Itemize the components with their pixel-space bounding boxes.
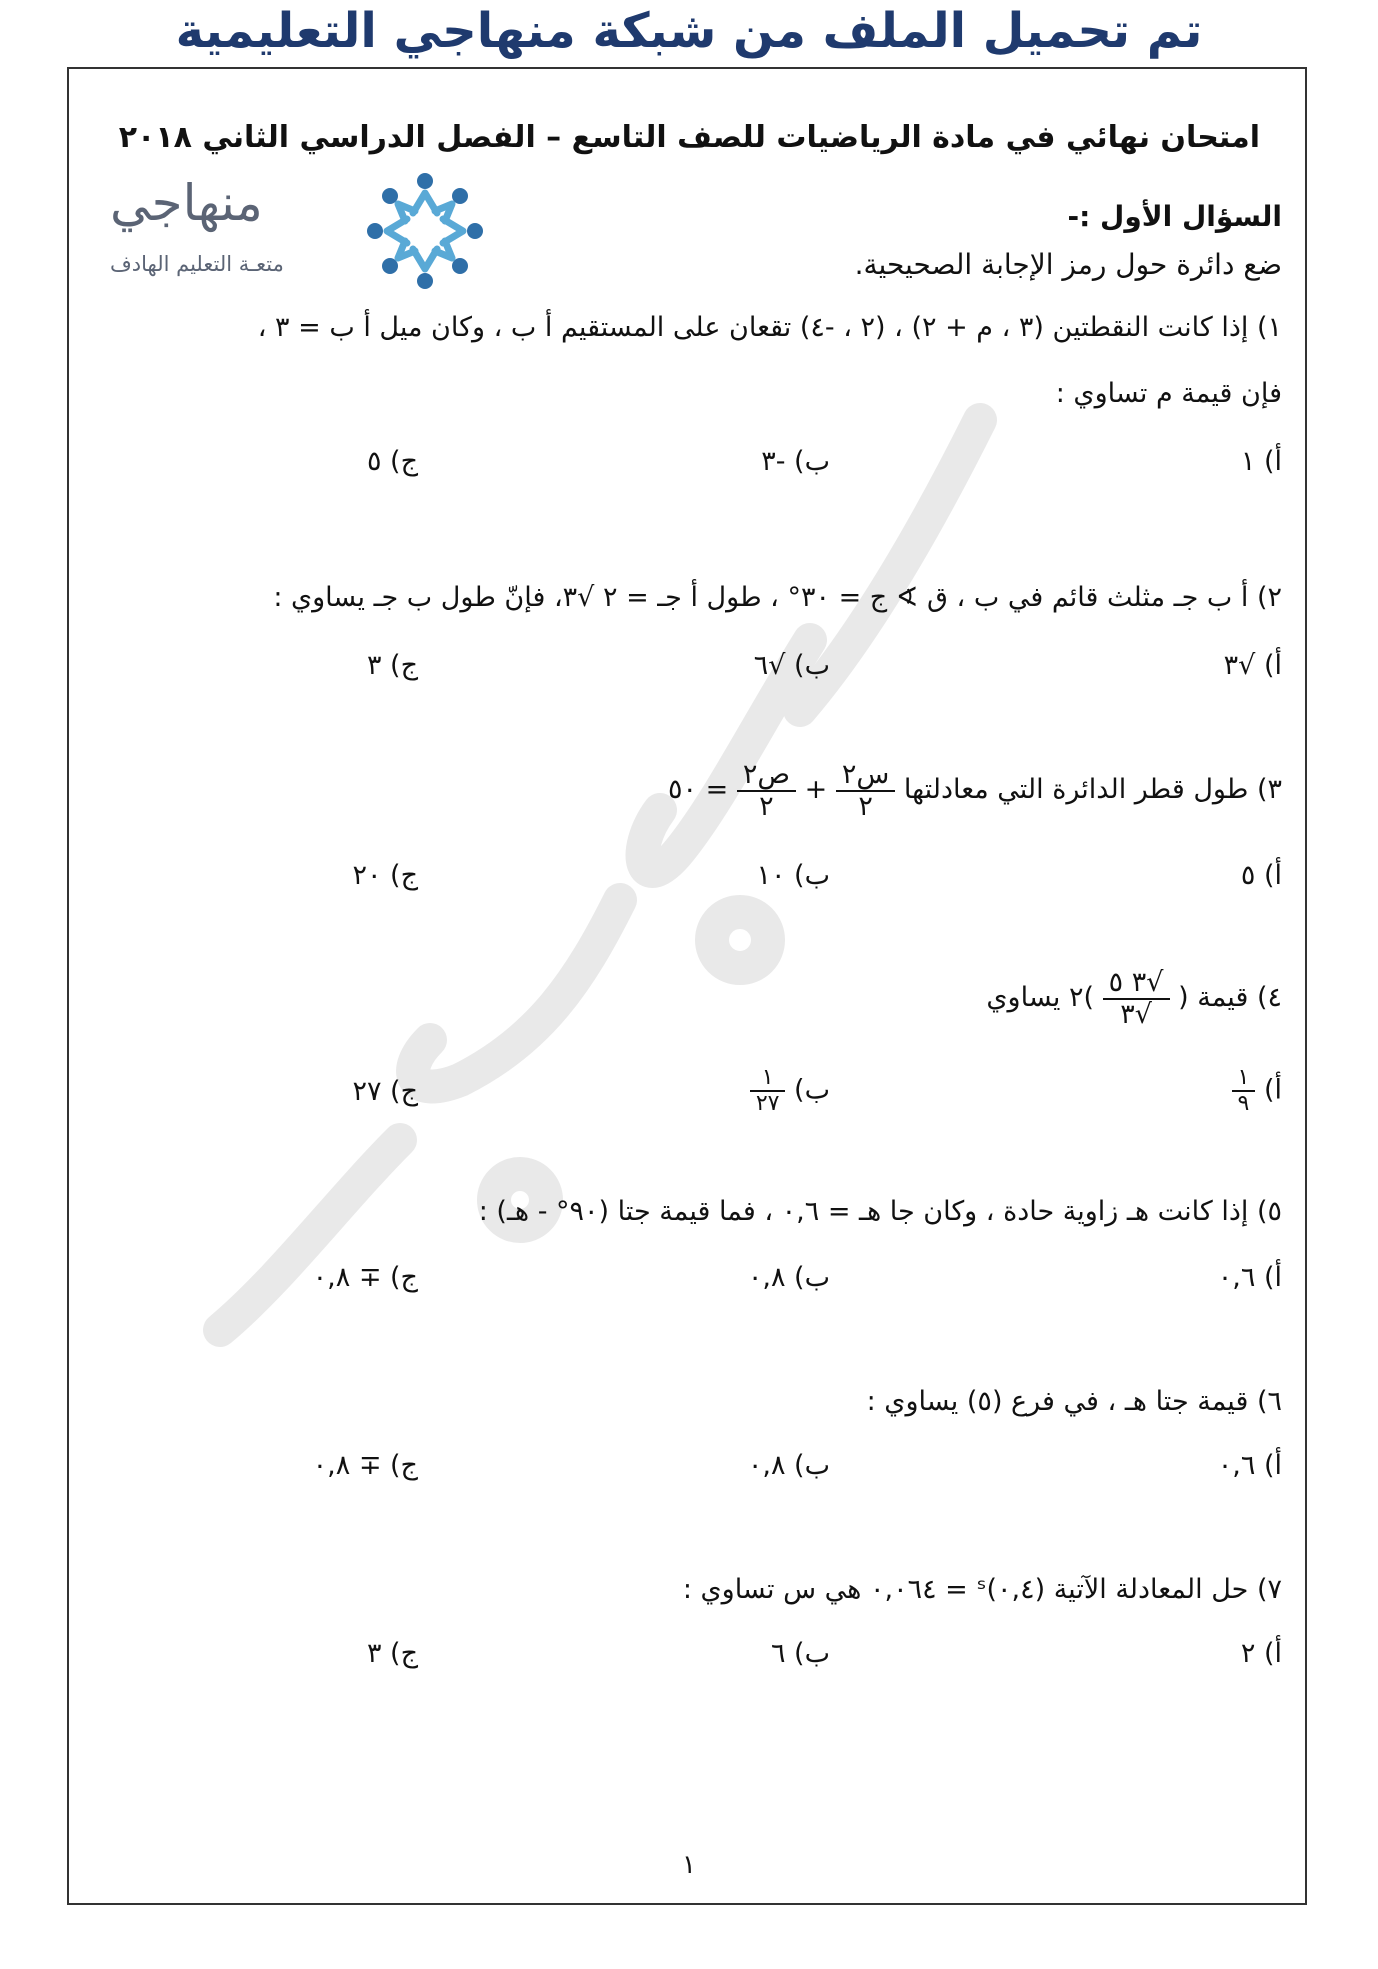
fraction-x-numerator: س٢ [836, 760, 895, 792]
fraction-y-numerator: ص٢ [737, 760, 796, 792]
question-2-option-a[interactable]: أ) √٣ [1223, 650, 1282, 681]
question-3-fraction-y [737, 760, 796, 821]
option-a-label: أ) [1263, 1074, 1282, 1106]
question-2-stem: ٢) أ ب جـ مثلث قائم في ب ، ق ∢ ج = ٣٠° ، طول أ جـ = ٢ √٣، فإنّ طول ب جـ يساوي : [273, 582, 1282, 613]
question-4-stem-tail: يساوي [986, 982, 1061, 1014]
banner-text: تم تحميل الملف من شبكة منهاجي التعليمية [175, 3, 1203, 59]
plus-sign: + [804, 774, 828, 806]
question-1-stem-continued: فإن قيمة م تساوي : [1055, 378, 1282, 409]
question-1-option-b[interactable]: ب) -٣ [761, 446, 830, 477]
question-5-stem: ٥) إذا كانت هـ زاوية حادة ، وكان جا هـ = ٠,٦ ، فما قيمة جتا (٩٠° - هـ) : [478, 1196, 1282, 1227]
people-circle-logo-icon [360, 168, 490, 294]
question-1-stem: ١) إذا كانت النقطتين (٣ ، م + ٢) ، (٢ ، -٤) تقعان على المستقيم أ ب ، وكان ميل أ ب = ٣ ، [257, 312, 1282, 343]
question-3-stem [668, 760, 1282, 821]
question-1-option-a[interactable]: أ) ١ [1240, 446, 1282, 477]
download-banner [0, 0, 1378, 62]
logo-name: منهاجي [110, 174, 263, 232]
question-3-stem-lead: ٣) طول قطر الدائرة التي معادلتها [903, 774, 1282, 806]
question-6-stem: ٦) قيمة جتا هـ ، في فرع (٥) يساوي : [866, 1386, 1282, 1417]
option-b-denominator: ٢٧ [755, 1091, 780, 1117]
question-6-option-a[interactable]: أ) ٠,٦ [1217, 1450, 1282, 1481]
page-number: ١ [682, 1850, 696, 1880]
question-4-fraction [1103, 968, 1170, 1029]
option-a-fraction [1232, 1066, 1256, 1116]
question-7-option-b[interactable]: ب) ٦ [770, 1638, 830, 1669]
option-b-numerator: ١ [750, 1066, 786, 1092]
question-4-stem [986, 968, 1282, 1029]
question-4-power: )٢ [1069, 982, 1095, 1014]
option-a-numerator: ١ [1232, 1066, 1256, 1092]
fraction-denominator: √٣ [1120, 998, 1152, 1030]
question-6-option-c[interactable]: ج) ∓ ٠,٨ [312, 1450, 418, 1481]
question-3-stem-tail: = ٥٠ [668, 774, 729, 806]
question-7-stem: ٧) حل المعادلة الآتية (٠,٤)ˢ = ٠,٠٦٤ هي س تساوي : [682, 1574, 1282, 1605]
question-1-option-c[interactable]: ج) ٥ [366, 446, 418, 477]
question-7-option-a[interactable]: أ) ٢ [1240, 1638, 1282, 1669]
question-4-option-c[interactable]: ج) ٢٧ [352, 1076, 418, 1107]
exam-title: امتحان نهائي في مادة الرياضيات للصف التاسع – الفصل الدراسي الثاني ٢٠١٨ [118, 120, 1260, 155]
option-b-label: ب) [794, 1074, 830, 1106]
option-a-denominator: ٩ [1237, 1091, 1250, 1117]
question-5-option-a[interactable]: أ) ٠,٦ [1217, 1262, 1282, 1293]
question-3-option-c[interactable]: ج) ٢٠ [352, 860, 418, 891]
question-7-option-c[interactable]: ج) ٣ [366, 1638, 418, 1669]
fraction-x-denominator: ٢ [858, 790, 873, 822]
manahji-logo [110, 168, 500, 294]
question-5-option-c[interactable]: ج) ∓ ٠,٨ [312, 1262, 418, 1293]
logo-tagline: متعـة التعليم الهادف [110, 252, 284, 276]
question-5-option-b[interactable]: ب) ٠,٨ [747, 1262, 830, 1293]
question-4-option-b[interactable] [750, 1066, 830, 1116]
question-6-option-b[interactable]: ب) ٠,٨ [747, 1450, 830, 1481]
fraction-y-denominator: ٢ [759, 790, 774, 822]
question-2-option-b[interactable]: ب) √٦ [753, 650, 830, 681]
question-3-option-b[interactable]: ب) ١٠ [756, 860, 830, 891]
question-4-stem-lead: ٤) قيمة ( [1178, 982, 1282, 1014]
question-3-fraction-x [836, 760, 895, 821]
question-2-option-c[interactable]: ج) ٣ [366, 650, 418, 681]
section-instruction: ضع دائرة حول رمز الإجابة الصحيحية. [854, 248, 1282, 281]
question-3-option-a[interactable]: أ) ٥ [1240, 860, 1282, 891]
option-b-fraction [750, 1066, 786, 1116]
fraction-numerator: √٣ ٥ [1103, 968, 1170, 1000]
section-heading: السؤال الأول :- [1067, 200, 1282, 233]
question-4-option-a[interactable] [1232, 1066, 1282, 1116]
